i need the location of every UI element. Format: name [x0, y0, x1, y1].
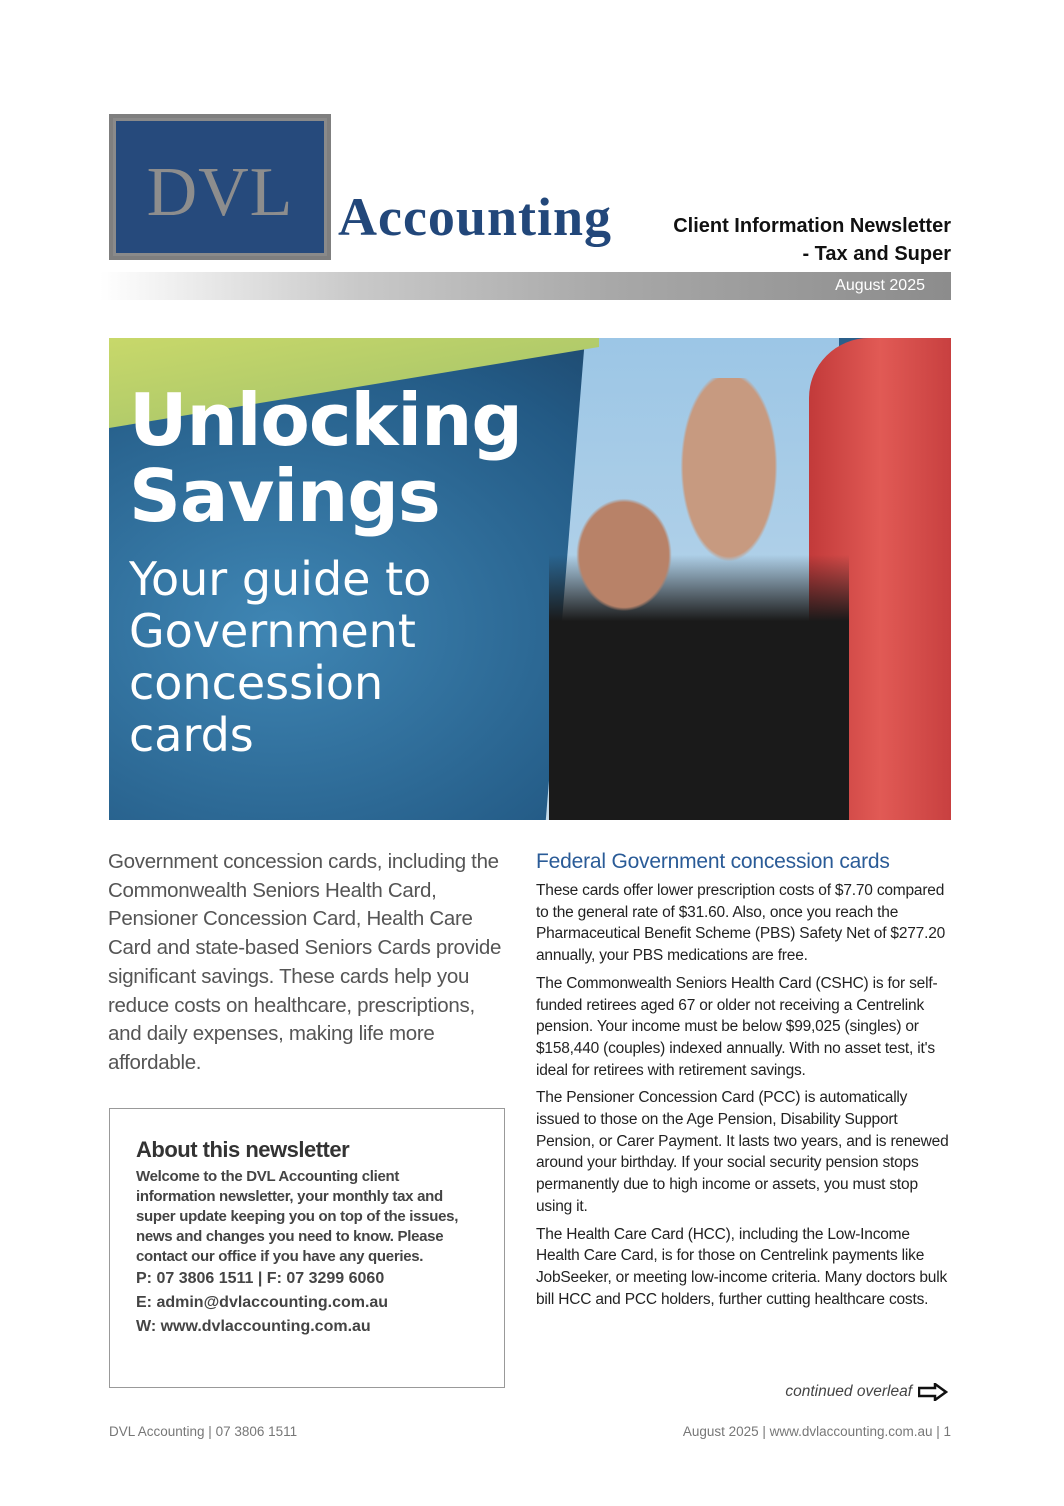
hero-title [129, 378, 522, 538]
article-heading: Federal Government concession cards [536, 850, 890, 873]
article-paragraph: The Commonwealth Seniors Health Card (CSHC) is for self-funded retirees aged 67 or older not receiving a Centrelink pension. Your income must be below $99,025 (singles) or $158,440 (couples) indexed annually. With no asset test, it's ideal for retirees with retirement savings. [536, 974, 938, 1079]
hero-subtitle-line: concession [129, 656, 384, 710]
intro-text: Government concession cards, including the Commonwealth Seniors Health Card, Pensioner Concession Card, Health Care Card and state-based Seniors Cards provide significant savings. These cards help you reduce costs on healthcare, prescriptions, and daily expenses, making life more affordable. [108, 850, 502, 1074]
logo-wordmark: Accounting [338, 187, 613, 247]
contact-phone: P: 07 3806 1511 | F: 07 3299 6060 [136, 1270, 385, 1287]
article-paragraph: These cards offer lower prescription costs of $7.70 compared to the general rate of $31.60. Also, once you reach the Pharmaceutical Benefit Scheme (PBS) Safety Net of $277.20 annually, your PBS medications are free. [536, 882, 946, 965]
hero-title-line: Savings [129, 454, 440, 538]
logo [109, 114, 331, 260]
hero-couple-photo [549, 378, 849, 820]
hero-subtitle [129, 553, 431, 761]
footer-left: DVL Accounting | 07 3806 1511 [109, 1424, 298, 1439]
article-paragraph: The Pensioner Concession Card (PCC) is automatically issued to those on the Age Pension, Disability Support Pension, or Carer Payment. It lasts two years, and is renewed around your birthday. If your social security pension stops permanently due to high income or assets, you must stop using it. [536, 1089, 949, 1215]
title-line-2: - Tax and Super [802, 243, 951, 265]
contact-email[interactable]: E: admin@dvlaccounting.com.au [136, 1294, 389, 1311]
hero-banner [109, 338, 951, 820]
issue-date: August 2025 [835, 277, 925, 294]
hero-subtitle-line: Government [129, 604, 416, 658]
date-bar [100, 272, 951, 300]
continued-overleaf [785, 1383, 948, 1401]
contact-web[interactable]: W: www.dvlaccounting.com.au [136, 1318, 371, 1335]
article [536, 850, 954, 1316]
hero-subtitle-line: cards [129, 708, 254, 762]
about-box [109, 1108, 505, 1388]
logo-mark: DVL [146, 154, 294, 231]
newsletter-title [673, 212, 951, 268]
about-body: Welcome to the DVL Accounting client information newsletter, your monthly tax and super update keeping you on top of the issues, news and changes you need to know. Please contact our office if you have any queries. [136, 1168, 459, 1265]
footer-right: August 2025 | www.dvlaccounting.com.au | 1 [682, 1424, 951, 1439]
title-line-1: Client Information Newsletter [673, 215, 951, 237]
continued-label: continued overleaf [785, 1383, 912, 1400]
article-paragraph: The Health Care Card (HCC), including the Low-Income Health Care Card, is for those on Centrelink payments like JobSeeker, or meeting low-income criteria. Many doctors bulk bill HCC and PCC holders, further cutting healthcare costs. [536, 1225, 947, 1308]
about-title: About this newsletter [136, 1137, 350, 1162]
hero-title-line: Unlocking [129, 378, 522, 462]
hero-subtitle-line: Your guide to [129, 552, 432, 606]
arrow-right-icon [918, 1383, 948, 1401]
